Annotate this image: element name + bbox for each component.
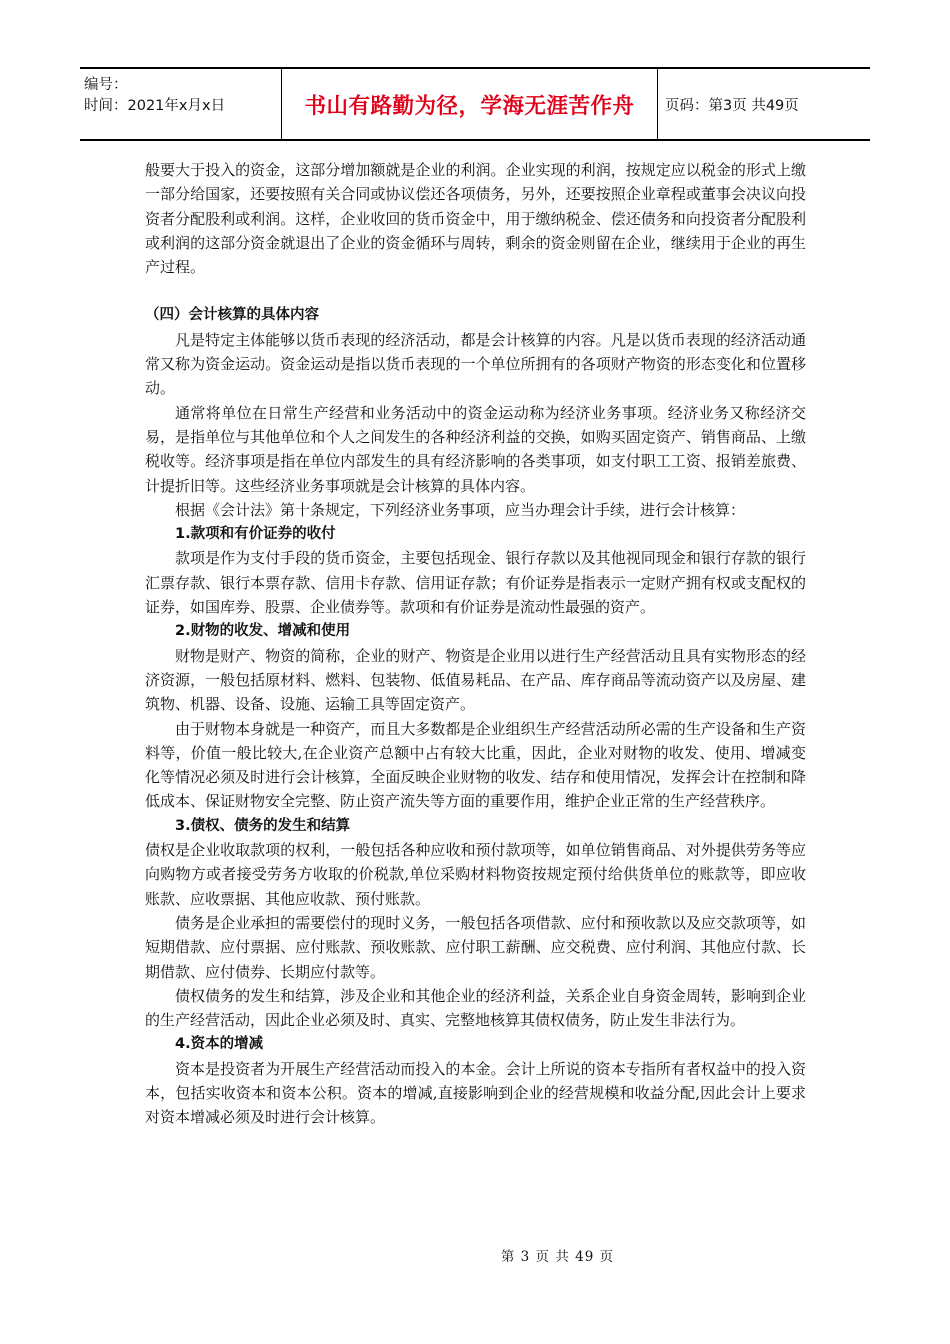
subsection-heading: 4.资本的增减 <box>175 1036 264 1053</box>
body-paragraph: 资本是投资者为开展生产经营活动而投入的本金。会计上所说的资本专指所有者权益中的投入资本，包括实收资本和资本公积。资本的增减,直接影响到企业的经营规模和收益分配,因此会计上要求对资本增减必须及时进行会计核算。 <box>145 1059 806 1127</box>
page-header <box>80 67 870 141</box>
header-motto: 书山有路勤为径，学海无涯苦作舟 <box>282 69 658 139</box>
header-meta <box>80 69 282 139</box>
body-paragraph: 款项是作为支付手段的货币资金，主要包括现金、银行存款以及其他视同现金和银行存款的银行汇票存款、银行本票存款、信用卡存款、信用证存款；有价证券是指表示一定财产拥有权或支配权的证券，如国库券、股票、企业债券等。款项和有价证券是流动性最强的资产。 <box>145 549 806 617</box>
page-footer <box>0 1245 950 1265</box>
body-paragraph: 根据《会计法》第十条规定，下列经济业务事项，应当办理会计手续，进行会计核算： <box>175 500 746 519</box>
document-number: 编号： <box>84 77 128 93</box>
subsection-heading: 2.财物的收发、增减和使用 <box>175 623 351 640</box>
document-date: 时间：2021年x月x日 <box>84 98 226 114</box>
header-page-number: 页码：第3页 共49页 <box>665 97 799 114</box>
body-paragraph: 由于财物本身就是一种资产，而且大多数都是企业组织生产经营活动所必需的生产设备和生产资料等，价值一般比较大,在企业资产总额中占有较大比重，因此，企业对财物的收发、使用、增减变化等情况必须及时进行会计核算，全面反映企业财物的收发、结存和使用情况，发挥会计在控制和降低成本、保证财物安全完整、防止资产流失等方面的重要作用，维护企业正常的生产经营秩序。 <box>145 719 806 811</box>
document-body <box>145 158 806 1130</box>
body-paragraph: 般要大于投入的资金，这部分增加额就是企业的利润。企业实现的利润，按规定应以税金的形式上缴一部分给国家，还要按照有关合同或协议偿还各项债务，另外，还要按照企业章程或董事会决议向投资者分配股利或利润。这样，企业收回的货币资金中，用于缴纳税金、偿还债务和向投资者分配股利或利润的这部分资金就退出了企业的资金循环与周转，剩余的资金则留在企业，继续用于企业的再生产过程。 <box>145 161 806 277</box>
subsection-heading: 3.债权、债务的发生和结算 <box>175 817 351 834</box>
footer-page-number: 第 3 页 共 49 页 <box>500 1249 615 1265</box>
body-paragraph: 凡是特定主体能够以货币表现的经济活动，都是会计核算的内容。凡是以货币表现的经济活动通常又称为资金运动。资金运动是指以货币表现的一个单位所拥有的各项财产物资的形态变化和位置移动。 <box>145 330 806 398</box>
section-heading: （四）会计核算的具体内容 <box>145 307 319 324</box>
subsection-heading: 1.款项和有价证券的收付 <box>175 526 336 543</box>
body-paragraph: 债权是企业收取款项的权利，一般包括各种应收和预付款项等，如单位销售商品、对外提供劳务等应向购物方或者接受劳务方收取的价税款,单位采购材料物资按规定预付给供货单位的账款等，即应收账款、应收票据、其他应收款、预付账款。 <box>145 841 806 908</box>
body-paragraph: 债务是企业承担的需要偿付的现时义务，一般包括各项借款、应付和预收款以及应交款项等，如短期借款、应付票据、应付账款、预收账款、应付职工薪酬、应交税费、应付利润、其他应付款、长期借款、应付债券、长期应付款等。 <box>145 913 806 981</box>
body-paragraph: 财物是财产、物资的简称，企业的财产、物资是企业用以进行生产经营活动且具有实物形态的经济资源，一般包括原材料、燃料、包装物、低值易耗品、在产品、库存商品等流动资产以及房屋、建筑物、机器、设备、设施、运输工具等固定资产。 <box>145 646 806 714</box>
body-paragraph: 债权债务的发生和结算，涉及企业和其他企业的经济利益，关系企业自身资金周转，影响到企业的生产经营活动，因此企业必须及时、真实、完整地核算其债权债务，防止发生非法行为。 <box>145 986 806 1030</box>
body-paragraph: 通常将单位在日常生产经营和业务活动中的资金运动称为经济业务事项。经济业务又称经济交易，是指单位与其他单位和个人之间发生的各种经济利益的交换，如购买固定资产、销售商品、上缴税收等。经济事项是指在单位内部发生的具有经济影响的各类事项，如支付职工工资、报销差旅费、计提折旧等。这些经济业务事项就是会计核算的具体内容。 <box>145 403 806 495</box>
